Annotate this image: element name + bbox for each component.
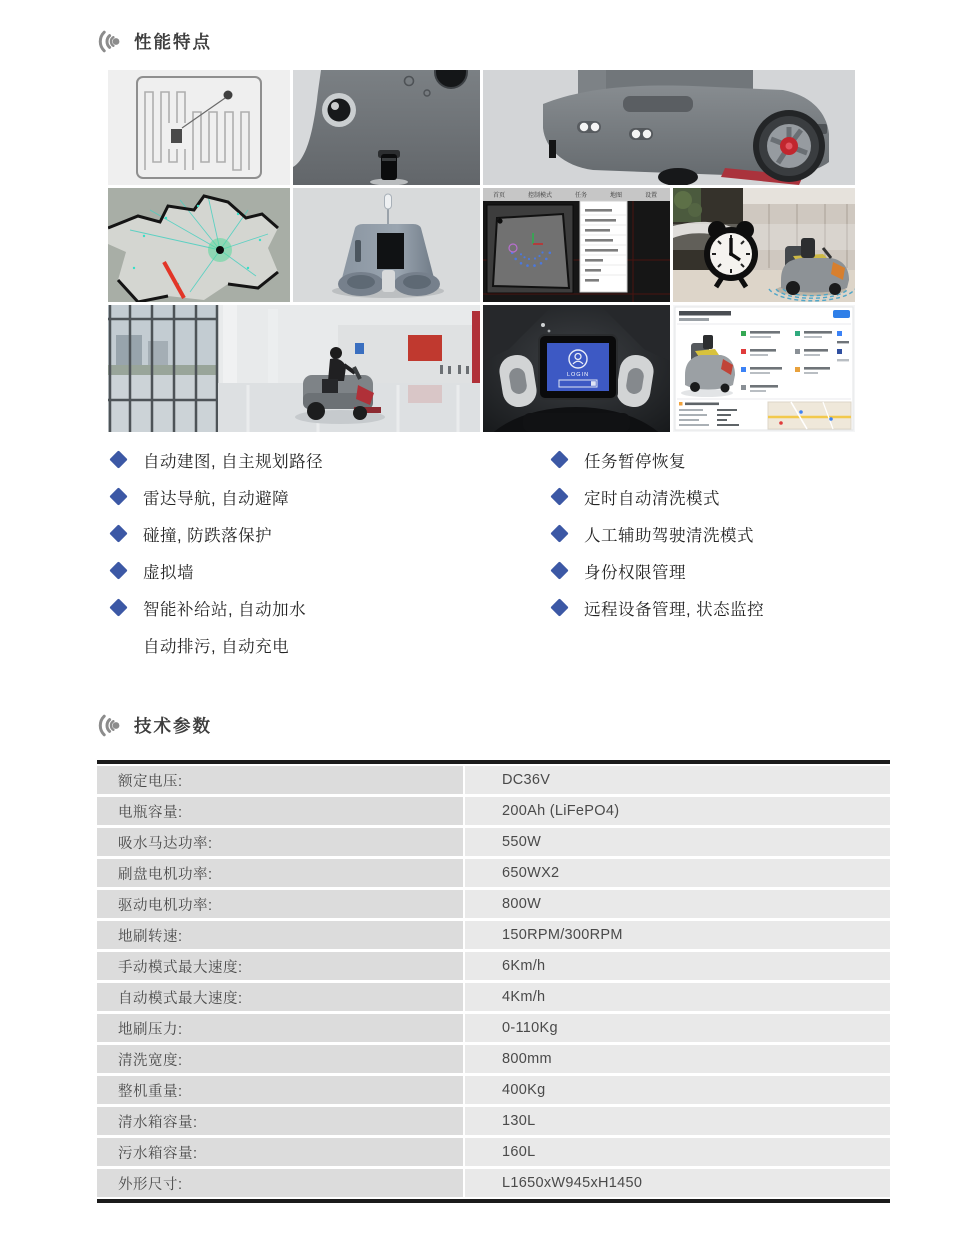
robot-position-dot — [216, 246, 224, 254]
diamond-icon — [109, 524, 127, 542]
diamond-icon — [550, 598, 568, 616]
table-row: 电瓶容量: 200Ah (LiFePO4) — [97, 797, 890, 825]
list-item: 任务暂停恢复 — [553, 448, 764, 471]
image-scheduled-cleaning-scene — [673, 188, 855, 302]
table-row: 额定电压: DC36V — [97, 766, 890, 794]
table-row: 驱动电机功率: 800W — [97, 890, 890, 918]
table-row: 外形尺寸: L1650xW945xH1450 — [97, 1169, 890, 1197]
table-row: 整机重量: 400Kg — [97, 1076, 890, 1104]
image-antifall-sensor-closeup — [293, 70, 480, 185]
diamond-icon — [109, 487, 127, 505]
table-row: 手动模式最大速度: 6Km/h — [97, 952, 890, 980]
list-item: 自动建图, 自主规划路径 — [112, 448, 323, 471]
image-docking-station — [293, 188, 480, 302]
feature-image-grid — [108, 70, 855, 432]
image-cleaning-path-diagram — [108, 70, 290, 185]
software-menu-item: 设置 — [644, 193, 658, 199]
specs-section-header — [96, 712, 212, 739]
signal-waves-icon — [96, 712, 123, 739]
list-item: 智能补给站, 自动加水 — [112, 596, 323, 619]
antifall-sensor-icon — [381, 154, 397, 180]
sensor-led-icon — [580, 123, 588, 131]
sensor-led-icon — [643, 130, 651, 138]
dock-square-marker — [171, 129, 182, 143]
list-item: 雷达导航, 自动避障 — [112, 485, 323, 508]
diamond-icon — [550, 561, 568, 579]
list-item: 人工辅助驾驶清洗模式 — [553, 522, 764, 545]
red-wall-sign — [408, 335, 442, 361]
list-item: 身份权限管理 — [553, 559, 764, 582]
sensor-led-icon — [632, 130, 640, 138]
software-menu-item: 首页 — [492, 193, 506, 199]
mini-map — [768, 402, 851, 429]
diamond-icon — [550, 450, 568, 468]
software-menu-item: 任务 — [574, 193, 588, 199]
software-menu-item: 控制模式 — [527, 193, 553, 199]
list-item: 远程设备管理, 状态监控 — [553, 596, 764, 619]
table-row: 地刷转速: 150RPM/300RPM — [97, 921, 890, 949]
start-point-dot — [224, 91, 233, 100]
spec-table — [97, 760, 890, 1203]
list-item-continuation: 自动排污, 自动充电 — [143, 637, 290, 656]
feature-list-right — [553, 448, 764, 633]
image-remote-management-dashboard — [673, 305, 855, 432]
specs-section-title: 技术参数 — [134, 716, 212, 736]
diamond-icon — [109, 450, 127, 468]
image-slam-lidar-map — [108, 188, 290, 302]
table-row: 自动模式最大速度: 4Km/h — [97, 983, 890, 1011]
image-riding-operation-scene — [108, 305, 480, 432]
table-row: 污水箱容量: 160L — [97, 1138, 890, 1166]
diamond-icon — [109, 598, 127, 616]
table-row: 吸水马达功率: 550W — [97, 828, 890, 856]
list-item: 定时自动清洗模式 — [553, 485, 764, 508]
table-row: 清水箱容量: 130L — [97, 1107, 890, 1135]
table-row: 刷盘电机功率: 650WX2 — [97, 859, 890, 887]
feature-list-left — [112, 448, 323, 670]
dashboard-action-button — [833, 310, 850, 318]
signal-waves-icon — [96, 28, 123, 55]
red-banner — [472, 311, 480, 383]
login-label: LOGIN — [566, 372, 590, 378]
features-section-header — [96, 28, 212, 55]
table-row: 地刷压力: 0-110Kg — [97, 1014, 890, 1042]
table-row: 清洗宽度: 800mm — [97, 1045, 890, 1073]
list-item: 碰撞, 防跌落保护 — [112, 522, 323, 545]
image-login-screen-console — [483, 305, 670, 432]
sensor-led-icon — [591, 123, 599, 131]
diamond-icon — [550, 487, 568, 505]
software-menu-item: 地图 — [609, 193, 623, 199]
image-machine-rear-view — [483, 70, 855, 185]
diamond-icon — [550, 524, 568, 542]
list-item: 虚拟墙 — [112, 559, 323, 582]
diamond-icon — [109, 561, 127, 579]
image-control-software-screenshot — [483, 188, 670, 302]
features-section-title: 性能特点 — [134, 32, 212, 52]
station-panel — [377, 233, 404, 269]
